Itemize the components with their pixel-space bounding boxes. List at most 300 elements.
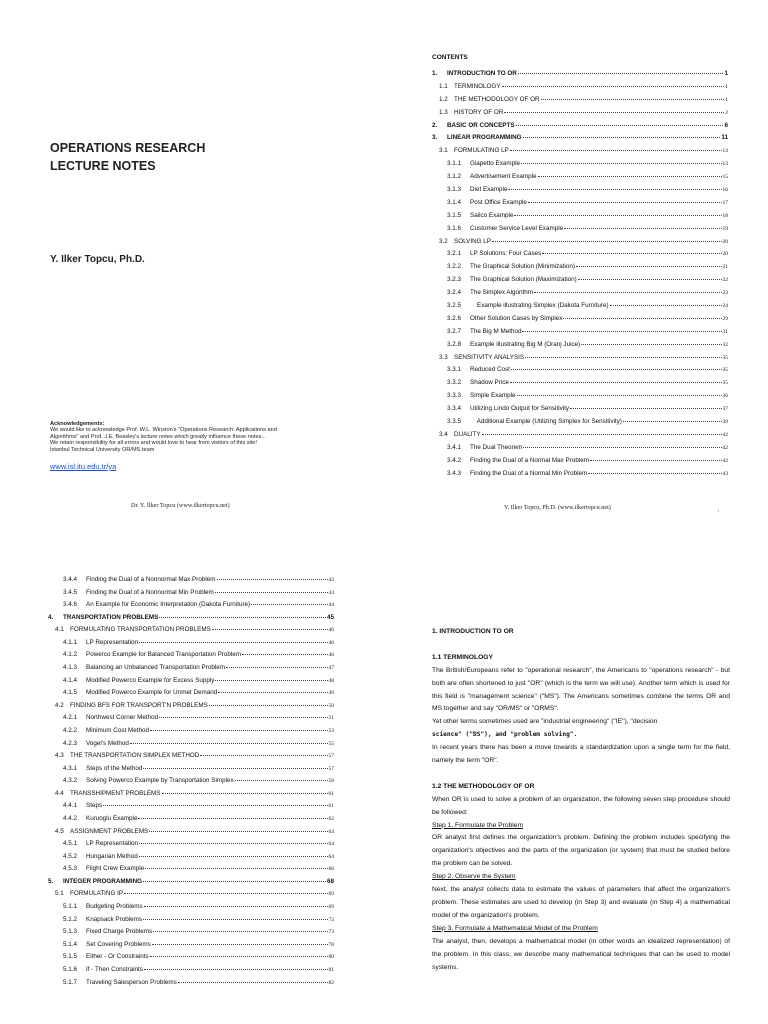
toc-leader-dots (514, 215, 721, 216)
toc-leader-dots (504, 112, 724, 113)
paragraph: When OR is used to solve a problem of an organization, the following seven step procedure should be followed: (432, 795, 730, 816)
doc-title-line2: LECTURE NOTES (50, 159, 156, 173)
toc-page-number: 35 (722, 367, 728, 374)
toc-entry-number: 3.2.3 (447, 276, 462, 284)
toc-entry[interactable] (432, 173, 728, 186)
toc-page-number: 43 (328, 577, 334, 583)
toc-entry[interactable] (48, 664, 334, 677)
toc-page-number: 17 (722, 199, 728, 206)
toc-page-number: 42 (722, 431, 728, 438)
toc-leader-dots (144, 969, 328, 970)
toc-page-number: 6 (724, 121, 728, 129)
toc-entry-title: Simple Example (470, 392, 516, 400)
acknowledgements (50, 421, 350, 453)
toc-entry-title: Solving Powerco Example by Transportation Simplex (86, 777, 234, 785)
toc-entry-number: 3.1.6 (447, 224, 462, 232)
toc-leader-dots (522, 331, 721, 332)
toc-leader-dots (138, 818, 327, 819)
toc-entry-title: DUALITY (454, 430, 481, 438)
toc-entry-number: 5.1.7 (63, 978, 78, 986)
toc-entry[interactable] (432, 160, 728, 173)
toc-entry-title: Finding the Dual of a Nonnormal Max Problem (86, 576, 216, 583)
toc-entry[interactable] (48, 752, 334, 765)
toc-entry[interactable] (432, 109, 728, 122)
ack-line: We would like to acknowledge Prof. W.L. Winston's "Operations Research: Applications and (50, 427, 277, 434)
toc-entry[interactable] (48, 878, 334, 891)
toc-page-number: 57 (328, 753, 334, 760)
toc-page-number: 61 (328, 790, 334, 797)
toc-leader-dots (215, 680, 327, 681)
toc-entry-title: Minimum Cost Method (86, 726, 149, 734)
toc-entry-number: 4.1.1 (63, 638, 78, 646)
toc-entry[interactable] (48, 651, 334, 664)
toc-entry[interactable] (432, 444, 728, 457)
ack-heading: Acknowledgements: (50, 421, 105, 427)
toc-entry[interactable] (432, 431, 728, 444)
toc-leader-dots (217, 579, 328, 580)
toc-leader-dots (212, 629, 328, 630)
toc-entry-number: 4.4 (55, 789, 64, 797)
toc-entry-number: 4.2.3 (63, 739, 78, 747)
title-page (0, 0, 384, 512)
toc-page-number: 51 (328, 715, 334, 722)
toc-entry[interactable] (432, 225, 728, 238)
toc-page-number: 35 (722, 354, 728, 361)
toc-entry-title: Finding the Dual of a Nonnormal Min Problem (86, 588, 214, 596)
toc-entry-number: 4.5.1 (63, 840, 78, 848)
toc-page-number: 53 (328, 727, 334, 734)
contents-heading: CONTENTS (432, 54, 468, 61)
toc-entry-title: LP Solutions: Four Cases (470, 250, 542, 258)
toc-entry-number: 4.5.3 (63, 865, 78, 873)
toc-entry-title: The Graphical Solution (Maximization) (470, 276, 577, 284)
toc-entry-title: TRANSSHIPMENT PROBLEMS (70, 789, 161, 797)
toc-page-number: 2 (725, 109, 728, 116)
toc-entry-number: 3.2.1 (447, 250, 462, 258)
toc-entry[interactable] (48, 677, 334, 690)
page-footer: Y. Ilker Topcu, Ph.D. (www.ilkertopcu.net) (504, 504, 611, 511)
paragraph: Next, the analyst collects data to estimate the values of parameters that affect the organization's problem. These estimates are used to develop (in Step 3) and evaluate (in Step 4) a mathematical model of the organization's problem. (432, 886, 730, 919)
section-heading: 1.1 TERMINOLOGY (432, 653, 493, 661)
toc-page-number: 43 (722, 470, 728, 477)
toc-entry[interactable] (48, 828, 334, 841)
toc-entry-number: 4.3 (55, 752, 64, 760)
toc-entry[interactable] (48, 979, 334, 992)
toc-entry-title: The Big M Method (470, 327, 522, 335)
toc-entry-title: Diet Example (470, 186, 508, 194)
toc-page-number: 57 (328, 765, 334, 772)
toc-entry[interactable] (48, 953, 334, 966)
toc-entry-number: 4.1.3 (63, 664, 78, 672)
toc-page-number: 48 (328, 677, 334, 684)
toc-entry[interactable] (48, 714, 334, 727)
toc-page-number: 73 (328, 929, 334, 936)
paragraph: science" ("DS"), and "problem solving". (432, 731, 578, 739)
toc-leader-dots (139, 856, 328, 857)
chapter-heading: 1. INTRODUCTION TO OR (432, 628, 514, 635)
toc-entry[interactable] (48, 840, 334, 853)
toc-leader-dots (581, 344, 721, 345)
toc-page-number: 62 (328, 815, 334, 822)
toc-entry[interactable] (432, 405, 728, 418)
toc-leader-dots (124, 893, 327, 894)
toc-entry-number: 5.1.6 (63, 965, 78, 973)
toc-entry[interactable] (48, 903, 334, 916)
toc-entry-number: 4.1.5 (63, 689, 78, 697)
toc-entry[interactable] (48, 815, 334, 828)
toc-entry-number: 3.1.5 (447, 211, 462, 219)
toc-entry[interactable] (432, 366, 728, 379)
toc-page-number: 1 (724, 70, 728, 77)
toc-entry[interactable] (432, 315, 728, 328)
toc-entry-number: 3.2.6 (447, 314, 462, 322)
toc-entry[interactable] (432, 134, 728, 147)
toc-leader-dots (178, 982, 328, 983)
toc-leader-dots (511, 369, 722, 370)
toc-leader-dots (215, 592, 328, 593)
toc-leader-dots (588, 473, 721, 474)
toc-entry-number: 4.3.2 (63, 777, 78, 785)
paragraph: Yet other terms sometimes used are "industrial engineering" ("IE"), "decision (432, 718, 658, 726)
toc-leader-dots (150, 730, 328, 731)
toc-entry[interactable] (432, 341, 728, 354)
toc-leader-dots (525, 357, 721, 358)
toc-entry-title: HISTORY OF OR (454, 108, 504, 116)
toc-entry-number: 3.1.3 (447, 186, 462, 194)
toc-entry[interactable] (432, 96, 728, 109)
toc-page-number: 66 (328, 866, 334, 873)
toc-leader-dots (139, 642, 327, 643)
toc-entry[interactable] (48, 802, 334, 815)
toc-entry[interactable] (48, 727, 334, 740)
toc-entry[interactable] (48, 576, 334, 589)
toc-entry[interactable] (432, 354, 728, 367)
toc-page-number: 45 (326, 613, 334, 621)
toc-entry[interactable] (432, 70, 728, 83)
toc-entry-number: 3.2.7 (447, 327, 462, 335)
toc-entry-number: 1.1 (439, 82, 448, 90)
toc-page-number: 46 (328, 627, 334, 634)
toc-entry-title: THE TRANSPORTATION SIMPLEX METHOD (70, 752, 200, 760)
toc-leader-dots (516, 125, 724, 126)
toc-leader-dots (145, 868, 327, 869)
step-heading: Step 2. Observe the System (432, 873, 516, 881)
ack-line: We retain responsibility for all errors and would love to hear from visitors of this site! (50, 440, 257, 447)
toc-entry-title: Set Covering Problems (86, 940, 151, 948)
toc-leader-dots (523, 447, 721, 448)
toc-page-number: 69 (328, 891, 334, 898)
toc-entry-number: 1.3 (439, 108, 448, 116)
toc-entry[interactable] (48, 614, 334, 627)
toc-page-number: 55 (328, 740, 334, 747)
doc-title-line1: OPERATIONS RESEARCH (50, 141, 206, 155)
toc-entry-number: 4.1.2 (63, 651, 78, 659)
toc-page-number: 13 (722, 161, 728, 168)
toc-entry[interactable] (432, 457, 728, 470)
toc-leader-dots (144, 906, 328, 907)
toc-entry-title: Hungarian Method (86, 852, 138, 860)
toc-entry[interactable] (48, 890, 334, 903)
toc-page-number: 13 (722, 148, 728, 155)
toc-list (48, 576, 334, 991)
toc-entry[interactable] (48, 916, 334, 929)
toc-entry-title: SOLVING LP (454, 237, 491, 245)
toc-entry[interactable] (48, 928, 334, 941)
toc-leader-dots (209, 705, 328, 706)
toc-leader-dots (153, 931, 327, 932)
toc-entry-number: 3.2.2 (447, 263, 462, 271)
toc-entry-title: Finding the Dual of a Normal Min Problem (470, 469, 588, 477)
toc-page-number: 44 (328, 602, 334, 609)
toc-entry[interactable] (432, 238, 728, 251)
contents-continued-page (0, 512, 384, 1024)
toc-entry-title: Customer Service Level Example (470, 224, 564, 232)
toc-entry-number: 5.1.3 (63, 928, 78, 936)
toc-entry[interactable] (432, 199, 728, 212)
toc-entry[interactable] (432, 276, 728, 289)
toc-page-number: 35 (722, 380, 728, 387)
toc-entry-title: Modified Powerco Example for Unmet Demand (86, 689, 218, 697)
toc-entry[interactable] (48, 966, 334, 979)
toc-entry-number: 4.4.2 (63, 814, 78, 822)
toc-entry-title: Finding the Dual of a Normal Max Problem (470, 456, 589, 464)
toc-leader-dots (149, 831, 327, 832)
toc-entry[interactable] (432, 418, 728, 431)
toc-page-number: 23 (722, 290, 728, 297)
toc-page-number: 42 (722, 457, 728, 464)
toc-entry[interactable] (432, 379, 728, 392)
toc-page-number: 18 (722, 212, 728, 219)
toc-leader-dots (130, 743, 328, 744)
toc-leader-dots (541, 99, 725, 100)
toc-entry-title: The Graphical Solution (Minimization) (470, 263, 575, 271)
website-link[interactable]: www.isl.itu.edu.tr/ya (50, 462, 117, 471)
toc-entry-number: 3.3.2 (447, 379, 462, 387)
toc-entry[interactable] (432, 122, 728, 135)
toc-leader-dots (563, 318, 721, 319)
toc-entry-title: Example illustrating Simplex (Dakota Furniture) (470, 302, 609, 310)
toc-page-number: 22 (722, 277, 728, 284)
toc-leader-dots (578, 279, 722, 280)
toc-entry-number: 1. (432, 70, 438, 77)
toc-page-number: 20 (722, 251, 728, 258)
toc-entry[interactable] (48, 740, 334, 753)
toc-leader-dots (623, 421, 722, 422)
toc-leader-dots (508, 189, 721, 190)
toc-page-number: 31 (722, 328, 728, 335)
toc-entry-number: 3.2.8 (447, 340, 462, 348)
toc-page-number: 36 (722, 393, 728, 400)
toc-entry-title: THE METHODOLOGY OF OR (454, 95, 540, 103)
toc-entry-number: 3.4.3 (447, 469, 462, 477)
toc-entry-number: 3.3.3 (447, 392, 462, 400)
paragraph: The British/Europeans refer to "operational research", the Americans to "operations research" - but both are often shortened to just "OR" (which is the term we will use). Another term which is used for this field is "management science" ("MS"). The Americans sometimes combine the terms OR and MS together and say "OR/MS" or "ORMS". (432, 666, 730, 713)
toc-entry-title: Steps (86, 802, 103, 810)
toc-entry-title: Kuruoglu Example (86, 814, 138, 822)
toc-page-number: 64 (328, 828, 334, 835)
toc-entry[interactable] (48, 790, 334, 803)
toc-entry-title: LP Representation (86, 840, 139, 848)
toc-entry-title: BASIC OR CONCEPTS (447, 121, 515, 129)
toc-leader-dots (152, 944, 328, 945)
toc-leader-dots (162, 793, 328, 794)
toc-entry[interactable] (432, 83, 728, 96)
toc-page-number: 80 (328, 954, 334, 961)
toc-entry[interactable] (432, 212, 728, 225)
toc-entry[interactable] (48, 777, 334, 790)
toc-entry[interactable] (48, 689, 334, 702)
toc-entry-title: Vogel's Method (86, 739, 129, 747)
toc-page-number: 19 (722, 225, 728, 232)
ack-line: Istanbul Technical University OR/MS team (50, 446, 155, 453)
toc-entry[interactable] (48, 941, 334, 954)
chapter-page (384, 512, 768, 1024)
toc-page-number: 29 (722, 315, 728, 322)
toc-entry-title: Traveling Salesperson Problems (86, 978, 177, 986)
toc-entry-title: Northwest Corner Method (86, 714, 159, 722)
toc-leader-dots (143, 881, 326, 882)
toc-entry[interactable] (48, 765, 334, 778)
toc-entry[interactable] (48, 853, 334, 866)
toc-entry-number: 4.2 (55, 701, 64, 709)
toc-page-number: 58 (328, 778, 334, 785)
toc-leader-dots (590, 460, 722, 461)
toc-entry-number: 4.1.4 (63, 676, 78, 684)
toc-page-number: 50 (328, 702, 334, 709)
toc-entry-title: Additional Example (Utilizing Simplex for Sensitivity) (470, 418, 622, 426)
toc-page-number: 69 (328, 904, 334, 911)
toc-entry[interactable] (432, 470, 728, 483)
toc-entry-title: Flight Crew Example (86, 865, 145, 873)
toc-entry-number: 3.2.4 (447, 289, 462, 297)
page-footer: Dr. Y. Ilker Topcu (www.ilkertopcu.net) (131, 502, 230, 509)
toc-page-number: 39 (722, 419, 728, 426)
chapter-body (432, 626, 730, 974)
author-name: Y. Ilker Topcu, Ph.D. (50, 254, 145, 265)
toc-entry-number: 5.1 (55, 890, 64, 898)
toc-page-number: 11 (721, 134, 728, 142)
toc-entry-number: 3.2.5 (447, 302, 462, 310)
toc-entry-number: 4.3.1 (63, 764, 78, 772)
toc-entry-number: 5.1.1 (63, 903, 78, 911)
toc-entry[interactable] (432, 263, 728, 276)
toc-leader-dots (538, 176, 722, 177)
toc-entry-number: 3.3 (439, 353, 448, 361)
toc-entry-title: Post Office Example (470, 198, 527, 206)
toc-entry[interactable] (432, 392, 728, 405)
toc-leader-dots (200, 755, 327, 756)
toc-leader-dots (218, 692, 327, 693)
paragraph: In recent years there has been a move towards a standardization upon a single term for the field, namely the term "OR". (432, 744, 730, 765)
toc-entry[interactable] (432, 250, 728, 263)
toc-leader-dots (103, 805, 327, 806)
toc-entry[interactable] (48, 702, 334, 715)
toc-entry[interactable] (48, 626, 334, 639)
toc-leader-dots (534, 292, 722, 293)
toc-entry-title: FINDING BFS FOR TRANSPORT'N PROBLEMS (70, 701, 208, 709)
toc-entry-title: Steps of the Method (86, 764, 143, 772)
toc-entry-number: 3.4.1 (447, 443, 462, 451)
toc-entry-title: Other Solution Cases by Simplex (470, 314, 563, 322)
toc-page-number: 64 (328, 853, 334, 860)
toc-leader-dots (510, 150, 722, 151)
toc-entry-title: INTEGER PROGRAMMING (63, 877, 143, 885)
toc-entry-number: 4. (48, 613, 54, 621)
toc-entry[interactable] (48, 865, 334, 878)
toc-entry-title: ASSIGNMENT PROBLEMS (70, 827, 149, 835)
toc-entry[interactable] (48, 639, 334, 652)
toc-entry[interactable] (432, 302, 728, 315)
toc-page-number: 72 (328, 916, 334, 923)
toc-leader-dots (521, 163, 721, 164)
toc-entry-title: Example illustrating Big M (Oranj Juice) (470, 340, 581, 348)
toc-page-number: 42 (722, 444, 728, 451)
toc-entry-title: FORMULATING IP (70, 890, 124, 898)
toc-page-number: 68 (326, 877, 334, 885)
toc-entry-number: 1.2 (439, 95, 448, 103)
toc-entry[interactable] (48, 589, 334, 602)
toc-entry-number: 3.4.6 (63, 601, 78, 609)
toc-entry-title: TERMINOLOGY (454, 82, 501, 90)
toc-page-number: 32 (722, 341, 728, 348)
ack-line: Algorithms" and Prof. J.E. Beasley's lecture notes which greatly influence these notes... (50, 433, 267, 440)
toc-page-number: 49 (328, 690, 334, 697)
toc-page-number: 64 (328, 841, 334, 848)
toc-entry-number: 3.1.2 (447, 173, 462, 181)
toc-page-number: 20 (722, 238, 728, 245)
toc-entry-title: SENSITIVITY ANALYSIS (454, 353, 525, 361)
toc-entry[interactable] (48, 601, 334, 614)
toc-entry-number: 4.5.2 (63, 852, 78, 860)
toc-entry-number: 3. (432, 134, 438, 142)
toc-entry-title: Knapsack Problems (86, 915, 142, 923)
toc-entry-title: Modified Powerco Example for Excess Supply (86, 676, 215, 684)
toc-entry[interactable] (432, 147, 728, 160)
contents-page (384, 0, 768, 512)
toc-leader-dots (251, 604, 327, 605)
toc-leader-dots (517, 395, 722, 396)
toc-entry-title: If - Then Constraints (86, 965, 143, 973)
toc-entry-number: 5.1.4 (63, 940, 78, 948)
toc-entry-number: 3.1.4 (447, 198, 462, 206)
paragraph: The analyst, then, develops a mathematical model (in other words an idealized representation) of the problem. In this class, we describe many mathematical techniques that can be used to model systems. (432, 937, 730, 971)
toc-page-number: 46 (328, 639, 334, 646)
section-heading: 1.2 THE METHODOLOGY OF OR (432, 782, 535, 790)
toc-entry[interactable] (432, 328, 728, 341)
toc-entry-number: 5.1.5 (63, 953, 78, 961)
toc-leader-dots (139, 843, 327, 844)
toc-leader-dots (143, 768, 327, 769)
toc-leader-dots (564, 228, 721, 229)
toc-leader-dots (502, 86, 725, 87)
toc-page-number: 43 (328, 589, 334, 596)
toc-entry[interactable] (432, 186, 728, 199)
toc-leader-dots (518, 73, 724, 74)
toc-leader-dots (143, 919, 328, 920)
toc-entry[interactable] (432, 289, 728, 302)
toc-entry-title: Shadow Price (470, 379, 509, 387)
paragraph: OR analyst first defines the organization's problem. Defining the problem includes specifying the organization's objectives and the parts of the organization (or system) that must be studied before the problem can be solved. (432, 834, 730, 868)
toc-leader-dots (235, 780, 328, 781)
toc-leader-dots (492, 241, 722, 242)
toc-entry-title: Giapetto Example (470, 160, 521, 168)
toc-entry-title: The Dual Theorem (470, 443, 523, 451)
toc-leader-dots (159, 717, 327, 718)
toc-entry-number: 4.4.1 (63, 802, 78, 810)
toc-page-number: 16 (722, 187, 728, 194)
toc-entry-number: 3.4.5 (63, 588, 78, 596)
toc-entry-title: LINEAR PROGRAMMING (447, 134, 522, 142)
